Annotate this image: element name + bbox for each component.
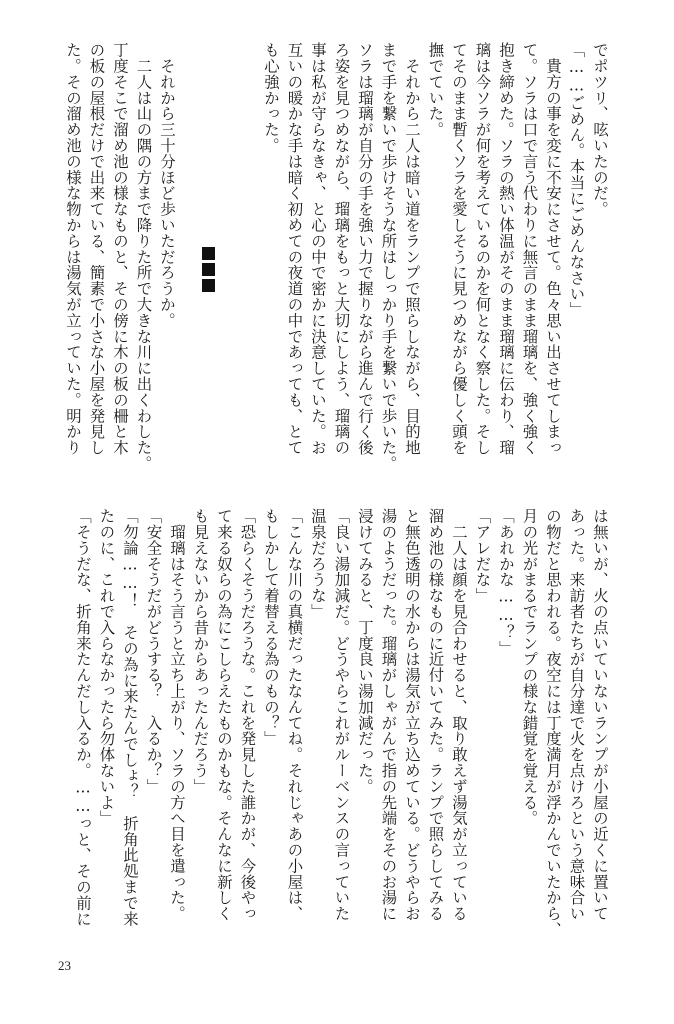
text-column: 溜め池の様なものに近付いてみた。ランプで照らしてみる xyxy=(426,508,445,922)
text-column: 丁度そこで溜め池の様なものと、その傍に木の板の柵と木 xyxy=(111,42,129,456)
text-column: て。ソラは口で言う代わりに無言のまま瑠璃を、強く強く xyxy=(520,42,539,456)
text-column: の物だと思われる。夜空には丁度満月が浮かんでいたから、 xyxy=(544,508,562,938)
text-column: 「……ごめん。本当にごめんなさい」 xyxy=(567,42,586,318)
page-number: 23 xyxy=(58,958,71,973)
text-column: ソラは瑠璃が自分の手を強い力で握りながら進んで行く後 xyxy=(356,42,374,456)
text-column: 温泉だろうな」 xyxy=(309,508,327,620)
section-break-marker xyxy=(200,42,218,488)
text-column: 抱き締めた。ソラの熱い体温がそのまま瑠璃に伝わり、瑠 xyxy=(497,42,515,456)
text-column: たのに、これで入らなかったら勿体ないよ」 xyxy=(97,508,116,826)
text-column: の板の屋根だけで出来ている、簡素で小さな小屋を発見し xyxy=(87,42,106,456)
text-column: てそのまま暫くソラを愛しそうに見つめながら優しく頭を xyxy=(450,42,468,456)
top-text-block xyxy=(62,42,610,488)
text-column: 月の光がまるでランプの様な錯覚を覚える。 xyxy=(520,508,539,826)
text-column: 「そうだな、折角来たんだし入るか。……っと、その前に xyxy=(74,508,92,927)
text-column: て来る奴らの為にこしらえたものかもな。そんなに新しく xyxy=(215,508,233,922)
blank-column xyxy=(220,42,238,488)
text-column: 湯のようだった。瑠璃がしゃがんで指の先端をそのお湯に xyxy=(379,508,398,922)
text-column: も見えないから昔からあったんだろう」 xyxy=(191,508,210,795)
text-column: 「恐らくそうだろうな。これを発見した誰かが、今後やっ xyxy=(238,508,257,922)
text-column: も心強かった。 xyxy=(262,42,280,154)
text-column: あった。来訪者たちが自分達で火を点けろという意味合い xyxy=(567,508,586,922)
text-column: まで手を繋いで歩けそうな所はしっかり手を繋いで歩いた。 xyxy=(379,42,398,472)
text-column: それから二人は暗い道をランプで照らしながら、目的地 xyxy=(403,42,421,456)
text-column: 撫でていた。 xyxy=(426,42,445,138)
text-column: 瑠璃はそう言うと立ち上がり、ソラの方へ目を遣った。 xyxy=(168,508,186,922)
text-column: 璃は今ソラが何を考えているのかを何となく察した。そし xyxy=(473,42,492,456)
text-column: 「良い湯加減だ。どうやらこれがルーベンスの言っていた xyxy=(332,508,351,922)
marker-square xyxy=(202,247,215,260)
marker-square xyxy=(202,279,215,292)
text-column: 二人は山の隅の方まで降りた所で大きな川に出くわした。 xyxy=(134,42,153,472)
text-column: 貴方の事を変に不安にさせて。色々思い出させてしまっ xyxy=(544,42,562,456)
marker-square xyxy=(202,263,215,276)
text-column: 「安全そうだがどうする？ 入るか？」 xyxy=(144,508,163,795)
blank-column xyxy=(240,42,258,488)
text-column: 「あれかな……？」 xyxy=(497,508,515,657)
text-column: それから三十分ほど歩いただろうか。 xyxy=(158,42,176,329)
text-column: と無色透明の水からは湯気が立ち込めている。どうやらお xyxy=(403,508,421,922)
text-column: もしかして着替える為のもの？」 xyxy=(262,508,280,747)
text-column: ろ姿を見つめながら、瑠璃をもっと大切にしよう、瑠璃の xyxy=(332,42,351,456)
text-column: 二人は顔を見合わせると、取り敢えず湯気が立っている xyxy=(450,508,468,922)
text-column: 「アレだな」 xyxy=(473,508,492,604)
text-column: は無いが、火の点いていないランプが小屋の近くに置いて xyxy=(591,508,609,922)
text-column: 事は私が守らなきゃ、と心の中で密かに決意していた。お xyxy=(309,42,327,456)
text-column: 「こんな川の真横だったなんてね。それじゃあの小屋は、 xyxy=(285,508,304,922)
text-column: 「勿論……！ その為に来たんでしょ？ 折角此処まで来 xyxy=(121,508,139,927)
blank-column xyxy=(180,42,198,488)
text-column: 浸けてみると、丁度良い湯加減だった。 xyxy=(356,508,374,795)
text-column: でポツリ、呟いたのだ。 xyxy=(591,42,609,217)
text-column: 互いの暖かな手は暗く初めての夜道の中であっても、とて xyxy=(285,42,304,456)
text-column: た。その溜め池の様な物からは湯気が立っていた。明かり xyxy=(64,42,82,456)
bottom-text-block xyxy=(74,508,610,940)
